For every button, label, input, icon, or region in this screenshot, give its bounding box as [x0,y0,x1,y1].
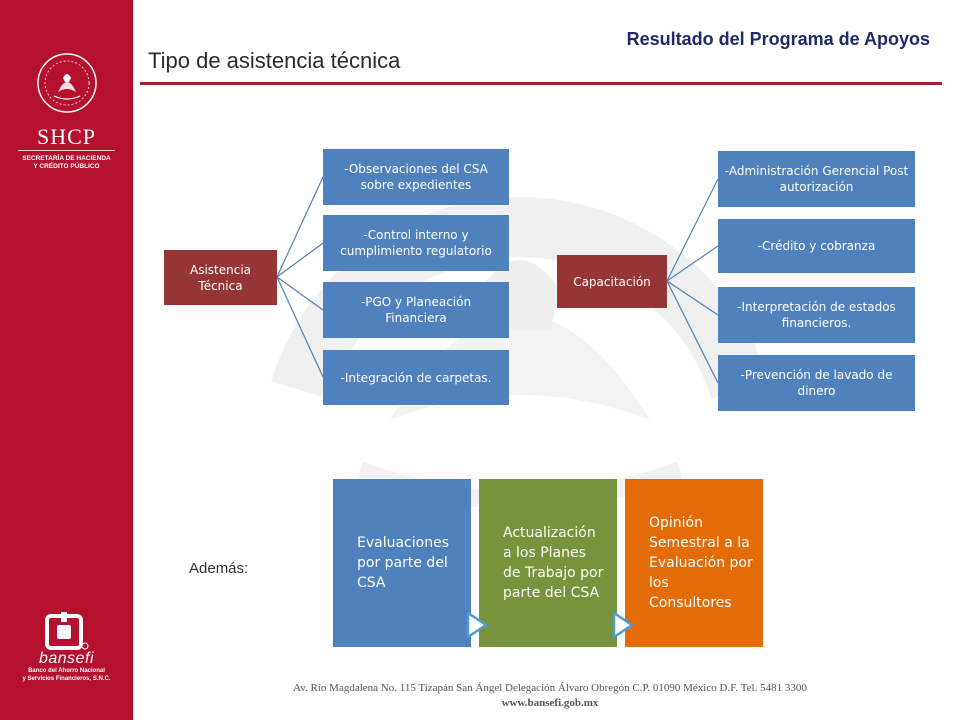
process-arrow-1-icon [466,611,488,639]
asistencia-child-1: -Observaciones del CSA sobre expedientes [323,149,509,205]
process-step-1 [333,479,471,647]
process-arrow-2-icon [612,611,634,639]
process-step-2 [479,479,617,647]
asistencia-tecnica-node: Asistencia Técnica [164,250,277,305]
capacitacion-child-4: -Prevención de lavado de dinero [718,355,915,411]
capacitacion-child-2: -Crédito y cobranza [718,219,915,273]
bansefi-subtitle-line-1: Banco del Ahorro Nacional [28,668,105,674]
shcp-title: SHCP [36,124,97,149]
capacitacion-child-3: -Interpretación de estados financieros. [718,287,915,343]
process-step-2-text: Actualización a los Planes de Trabajo por parte del CSA [503,525,604,601]
process-step-3-text: Opinión Semestral a la Evaluación por los Consultores [649,515,753,611]
shcp-subtitle-line-1: SECRETARÍA DE HACIENDA [22,155,111,162]
process-step-3 [625,479,763,647]
bansefi-subtitle-line-2: y Servicios Financieros, S.N.C. [22,675,111,682]
asistencia-child-4: -Integración de carpetas. [323,350,509,405]
asistencia-child-3: -PGO y Planeación Financiera [323,282,509,338]
capacitacion-child-1: -Administración Gerencial Post autorización [718,151,915,207]
footer-website: www.bansefi.gob.mx [501,697,599,709]
capacitacion-node: Capacitación [557,255,667,308]
ademas-label: Además: [189,560,249,577]
page-title: Tipo de asistencia técnica [148,48,401,73]
footer-address: Av. Río Magdalena No. 115 Tizapán San Ángel Delegación Álvaro Obregón C.P. 01090 México D.F. Tel. 5481 3300 [293,682,807,694]
program-title: Resultado del Programa de Apoyos [626,29,930,49]
bansefi-name: bansefi [38,650,95,667]
process-step-1-text: Evaluaciones por parte del CSA [357,535,449,591]
asistencia-child-2: -Control interno y cumplimiento regulatorio [323,215,509,271]
shcp-subtitle-line-2: Y CRÉDITO PÚBLICO [33,163,100,170]
